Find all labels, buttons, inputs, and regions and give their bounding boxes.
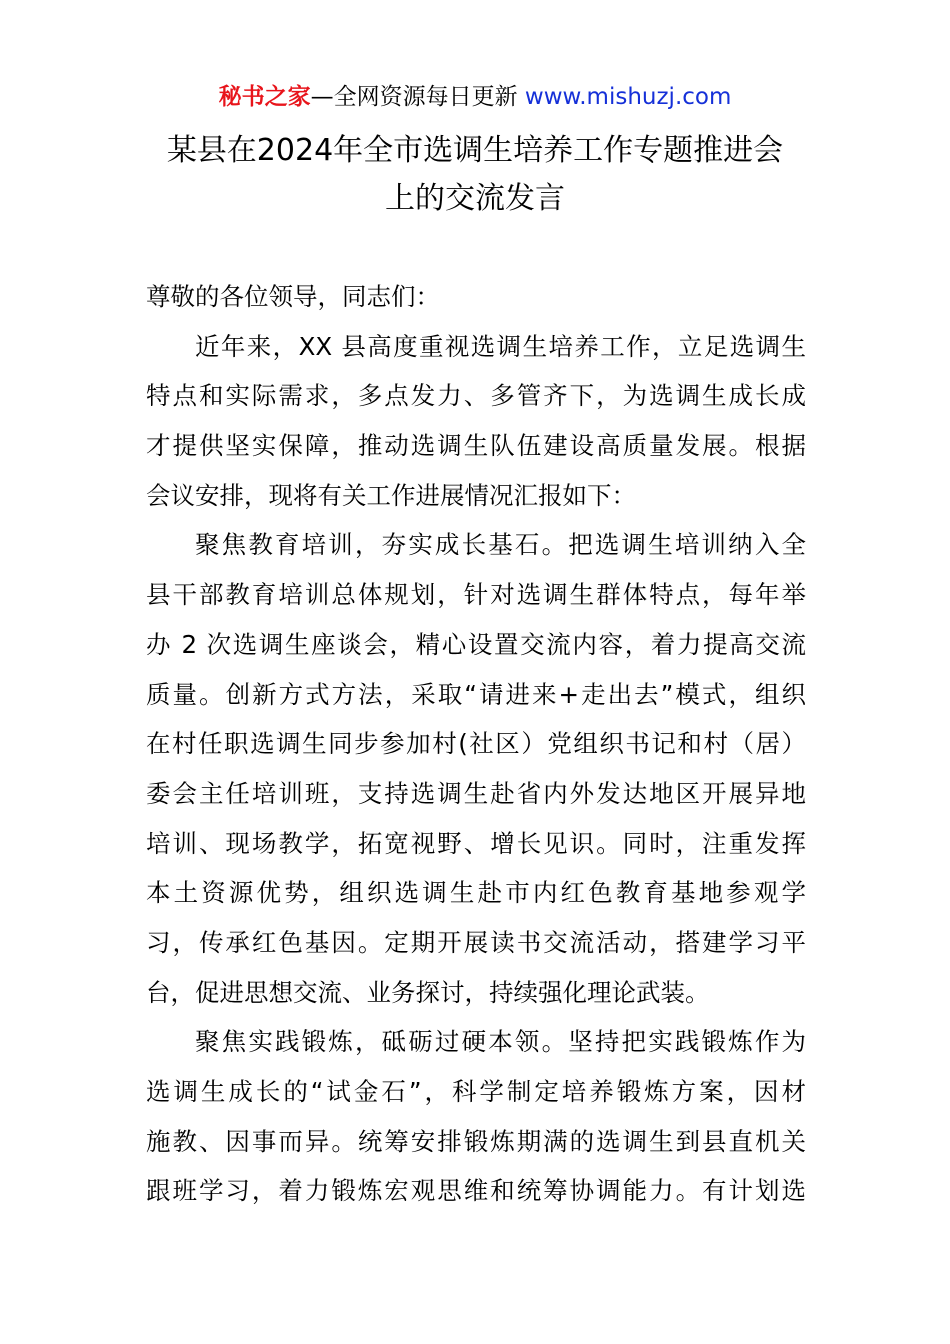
text-line: 会议安排，现将有关工作进展情况汇报如下： <box>146 480 636 510</box>
paragraph-education <box>146 520 806 1017</box>
text-line: 办 2 次选调生座谈会，精心设置交流内容，着力提高交流 <box>146 629 806 659</box>
text-line: 聚焦教育培训，夯实成长基石。把选调生培训纳入全 <box>195 530 806 560</box>
text-line: 质量。创新方式方法，采取“请进来+走出去”模式，组织 <box>146 679 806 709</box>
text-line: 聚焦实践锻炼，砥砺过硬本领。坚持把实践锻炼作为 <box>195 1027 806 1057</box>
text-line: 特点和实际需求，多点发力、多管齐下，为选调生成长成 <box>146 381 806 411</box>
site-header <box>0 80 950 114</box>
site-url-link[interactable]: www.mishuzj.com <box>524 84 732 110</box>
text-line: 跟班学习，着力锻炼宏观思维和统筹协调能力。有计划选 <box>146 1176 806 1206</box>
text-line: 才提供坚实保障，推动选调生队伍建设高质量发展。根据 <box>146 431 806 461</box>
text-line: 委会主任培训班，支持选调生赴省内外发达地区开展异地 <box>146 778 806 808</box>
text-line: 选调生成长的“试金石”，科学制定培养锻炼方案，因材 <box>146 1077 806 1106</box>
site-tagline: —全网资源每日更新 <box>310 84 518 110</box>
salutation: 尊敬的各位领导，同志们： <box>146 282 440 311</box>
text-line: 县干部教育培训总体规划，针对选调生群体特点，每年举 <box>146 580 806 610</box>
document-title <box>0 127 950 223</box>
text-line: 施教、因事而异。统筹安排锻炼期满的选调生到县直机关 <box>146 1126 806 1156</box>
title-line-2: 上的交流发言 <box>385 181 565 216</box>
text-line: 本土资源优势，组织选调生赴市内红色教育基地参观学 <box>146 878 806 908</box>
text-line: 培训、现场教学，拓宽视野、增长见识。同时，注重发挥 <box>146 828 806 858</box>
document-body <box>146 272 806 1216</box>
title-line-1: 某县在2024年全市选调生培养工作专题推进会 <box>166 133 784 168</box>
text-line: 习，传承红色基因。定期开展读书交流活动，搭建学习平 <box>146 927 806 957</box>
paragraph-practice <box>146 1017 806 1216</box>
paragraph-intro <box>146 322 806 521</box>
site-brand: 秘书之家 <box>218 84 311 110</box>
text-line: 台，促进思想交流、业务探讨，持续强化理论武装。 <box>146 977 710 1007</box>
text-line: 在村任职选调生同步参加村(社区）党组织书记和村（居） <box>146 729 806 759</box>
text-line: 近年来，XX 县高度重视选调生培养工作，立足选调生 <box>195 331 806 361</box>
